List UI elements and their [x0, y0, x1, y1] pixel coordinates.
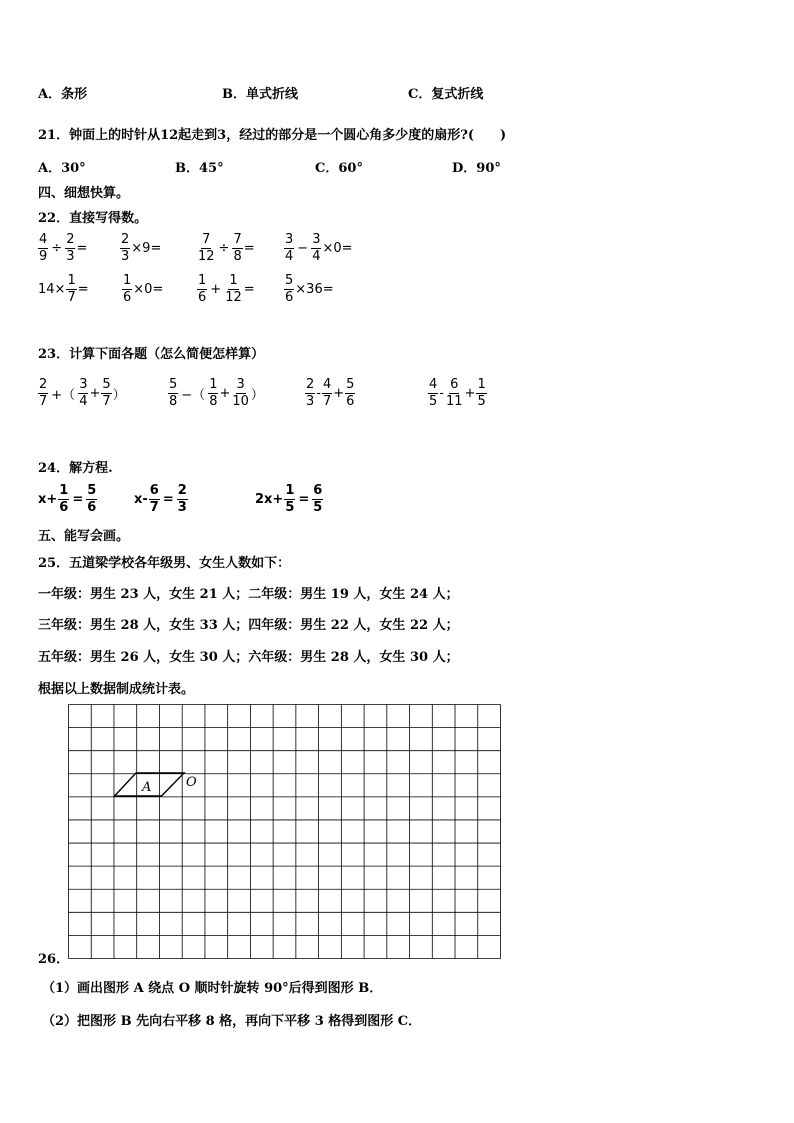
q24-equation-3: 2x+ $\frac{1}{5}$ = $\frac{6}{5}$: [255, 483, 323, 515]
q21-option-b: B．45°: [175, 161, 224, 176]
question-21-stem: 21．钟面上的时针从12起走到3，经过的部分是一个圆心角多少度的扇形?( ): [38, 128, 507, 143]
q23-expression-2: $\frac{5}{8}$ −（ $\frac{1}{8}$ + $\frac{3}{10}$ ）: [169, 377, 264, 409]
q25-data-line-3: 五年级：男生 26 人，女生 30 人；六年级：男生 28 人，女生 30 人；: [38, 650, 459, 665]
q22-item-5: 14× $\frac{1}{7}$ =: [38, 273, 89, 305]
drawing-grid: [68, 704, 501, 959]
q22-item-3: $\frac{7}{12}$ ÷ $\frac{7}{8}$ =: [198, 232, 255, 264]
question-23-stem: 23．计算下面各题（怎么简便怎样算）: [38, 347, 265, 362]
q22-item-8: $\frac{5}{6}$ ×36=: [285, 273, 334, 305]
q23-expression-1: $\frac{2}{7}$ +（ $\frac{3}{4}$ + $\frac{5}{7}$ ）: [39, 377, 126, 409]
question-24-stem: 24．解方程.: [38, 461, 113, 476]
q24-equation-1: x+ $\frac{1}{6}$ = $\frac{5}{6}$: [38, 483, 97, 515]
q22-item-1: $\frac{4}{9}$ ÷ $\frac{2}{3}$ =: [39, 232, 88, 264]
option-c: C．复式折线: [408, 87, 484, 102]
q22-item-2: $\frac{2}{3}$ ×9=: [121, 232, 162, 264]
option-a: A．条形: [38, 87, 88, 102]
q25-task: 根据以上数据制成统计表。: [38, 682, 195, 697]
q21-option-c: C．60°: [315, 161, 363, 176]
q25-data-line-1: 一年级：男生 23 人，女生 21 人；二年级：男生 19 人，女生 24 人；: [38, 587, 459, 602]
grid-lines: [69, 705, 501, 959]
option-b: B．单式折线: [222, 87, 298, 102]
point-o-label: O: [186, 775, 197, 790]
q22-item-4: $\frac{3}{4}$ − $\frac{3}{4}$ ×0=: [285, 232, 353, 264]
q23-expression-4: $\frac{4}{5}$ - $\frac{6}{11}$ + $\frac{1}{5}$: [429, 377, 486, 409]
q22-item-6: $\frac{1}{6}$ ×0=: [123, 273, 164, 305]
q21-option-a: A．30°: [38, 161, 86, 176]
shape-a-label: A: [142, 780, 152, 795]
question-25-stem: 25．五道梁学校各年级男、女生人数如下：: [38, 556, 291, 571]
q22-item-7: $\frac{1}{6}$ + $\frac{1}{12}$ =: [198, 273, 255, 305]
q26-task-2: （2）把图形 B 先向右平移 8 格，再向下平移 3 格得到图形 C．: [42, 1014, 422, 1029]
section-4-heading: 四、细想快算。: [38, 186, 130, 201]
q21-option-d: D．90°: [452, 161, 501, 176]
question-26-number: 26．: [38, 952, 70, 967]
q24-equation-2: x- $\frac{6}{7}$ = $\frac{2}{3}$: [134, 483, 187, 515]
q25-data-line-2: 三年级：男生 28 人，女生 33 人；四年级：男生 22 人，女生 22 人；: [38, 618, 459, 633]
q26-task-1: （1）画出图形 A 绕点 O 顺时针旋转 90°后得到图形 B．: [42, 981, 383, 996]
question-22-stem: 22．直接写得数。: [38, 211, 148, 226]
grid-svg: [68, 704, 501, 959]
section-5-heading: 五、能写会画。: [38, 529, 130, 544]
q23-expression-3: $\frac{2}{3}$ - $\frac{4}{7}$ + $\frac{5}{6}$: [306, 377, 355, 409]
